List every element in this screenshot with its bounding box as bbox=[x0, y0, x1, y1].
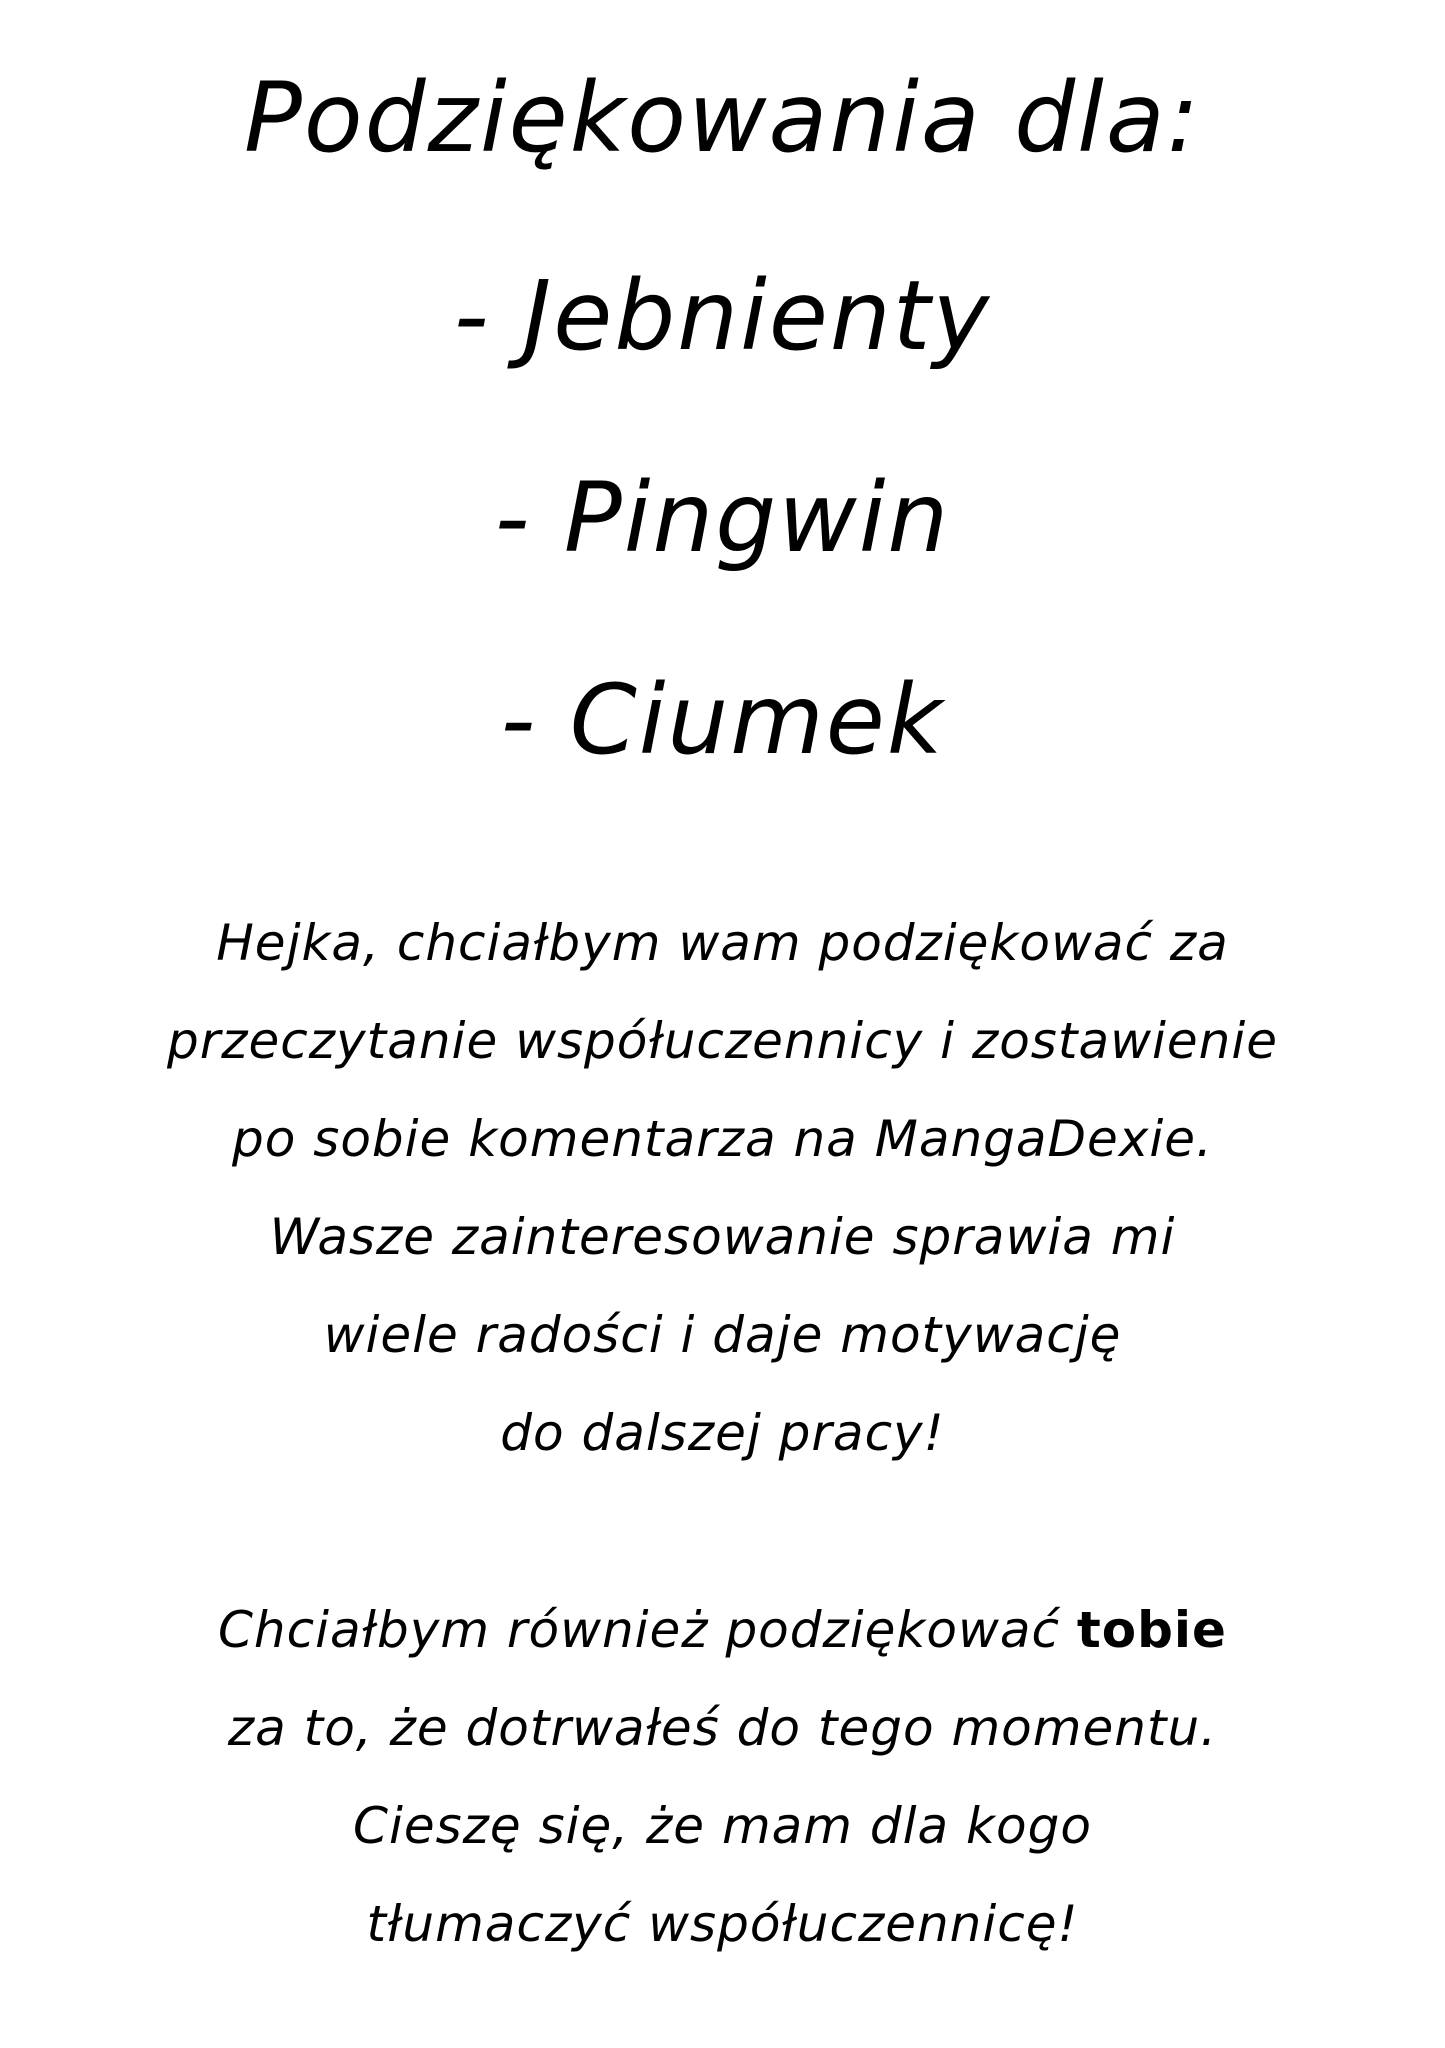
message-line-1: Hejka, chciałbym wam podziękować za bbox=[216, 914, 1229, 972]
thanks-name-1: - Jebnienty bbox=[453, 260, 992, 372]
message2-line-4: tłumaczyć współuczennicę! bbox=[366, 1895, 1079, 1953]
message2-line-2: za to, że dotrwałeś do tego momentu. bbox=[227, 1699, 1218, 1757]
message2-line-1-prefix: Chciałbym również podziękować bbox=[218, 1601, 1077, 1659]
page-title: Podziękowania dla: bbox=[244, 62, 1201, 174]
message-line-5: wiele radości i daje motywację bbox=[323, 1306, 1122, 1364]
thanks-name-3: - Ciumek bbox=[500, 664, 945, 776]
message2-line-3: Cieszę się, że mam dla kogo bbox=[353, 1797, 1092, 1855]
message-line-4: Wasze zainteresowanie sprawia mi bbox=[269, 1208, 1176, 1266]
message2-line-1 bbox=[0, 1601, 1445, 1659]
message2-line-1-emphasis: tobie bbox=[1076, 1601, 1227, 1659]
thanks-name-2: - Pingwin bbox=[494, 462, 951, 574]
message-line-3: po sobie komentarza na MangaDexie. bbox=[232, 1110, 1213, 1168]
message-line-2: przeczytanie współuczennicy i zostawienie bbox=[167, 1012, 1278, 1070]
message-line-6: do dalszej pracy! bbox=[500, 1404, 945, 1462]
